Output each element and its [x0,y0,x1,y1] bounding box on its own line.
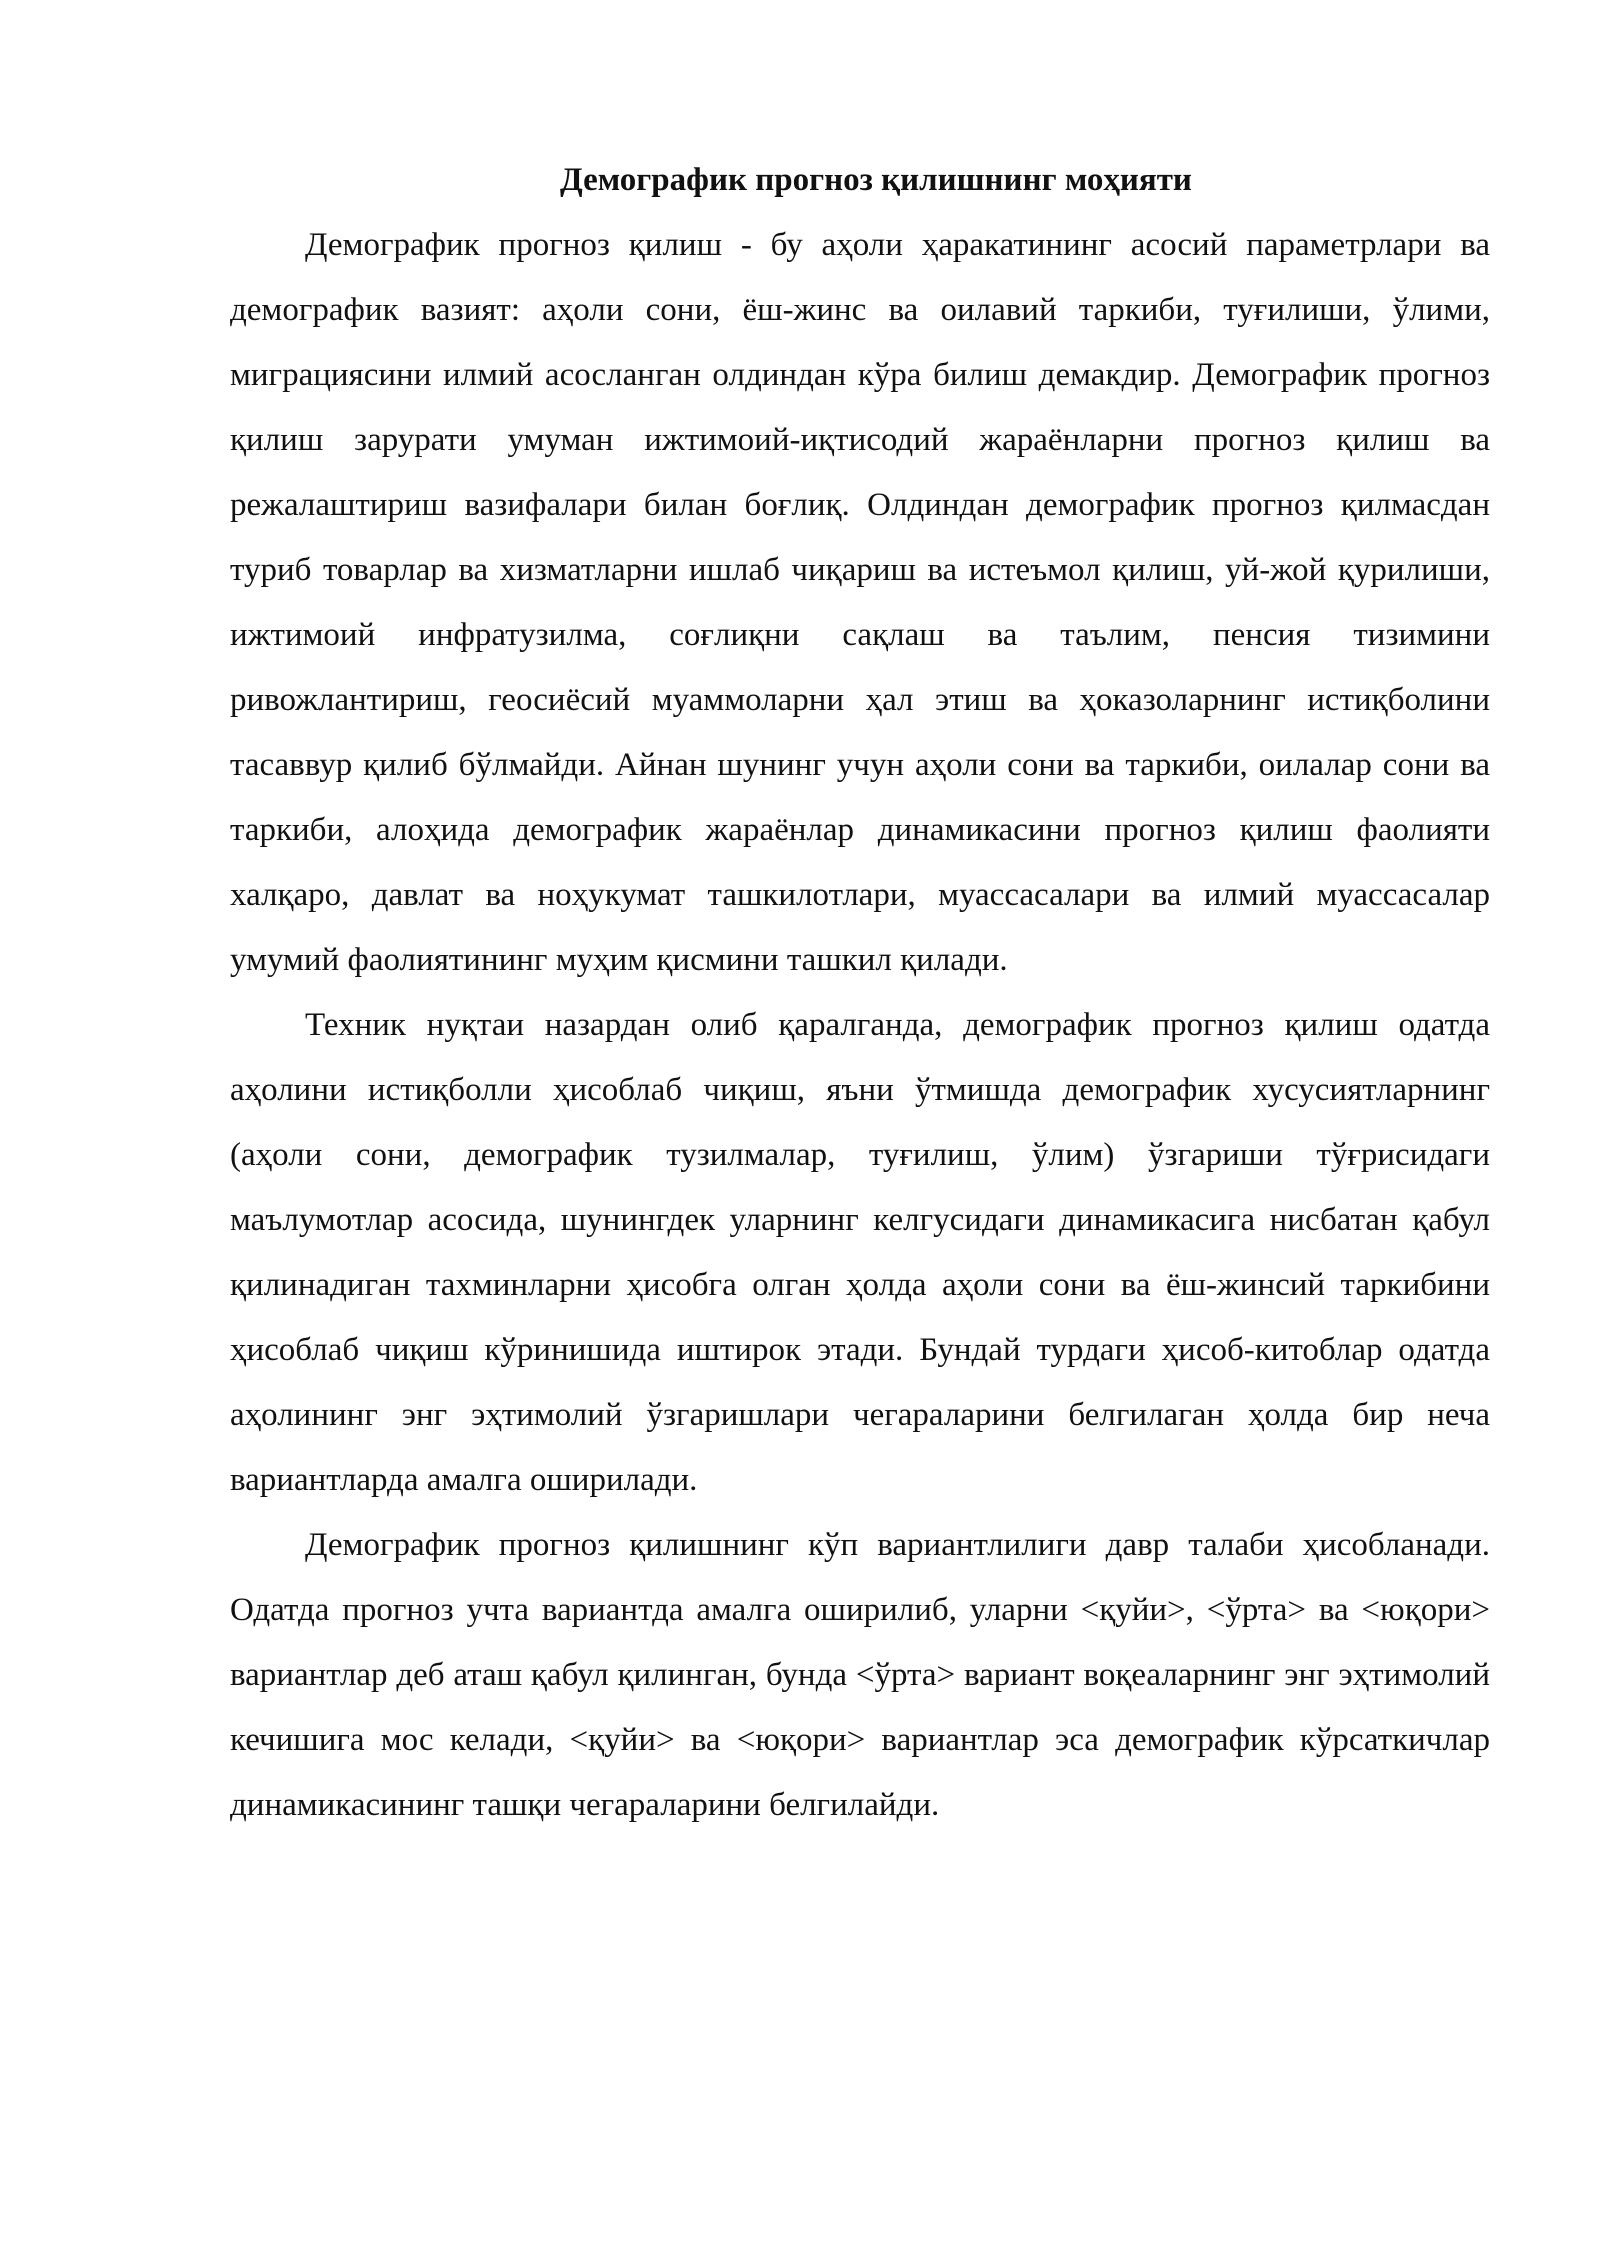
document-body [230,148,1490,1838]
paragraph-definition: Демографик прогноз қилиш - бу аҳоли ҳаракатининг асосий параметрлари ва демографик вазият: аҳоли сони, ёш-жинс ва оилавий таркиби, туғилиши, ўлими, миграциясини илмий асосланган олдиндан кўра билиш демакдир. Демографик прогноз қилиш зарурати умуман ижтимоий-иқтисодий жараёнларни прогноз қилиш ва режалаштириш вазифалари билан боғлиқ. Олдиндан демографик прогноз қилмасдан туриб товарлар ва хизматларни ишлаб чиқариш ва истеъмол қилиш, уй-жой қурилиши, ижтимоий инфратузилма, соғлиқни сақлаш ва таълим, пенсия тизимини ривожлантириш, геосиёсий муаммоларни ҳал этиш ва ҳоказоларнинг истиқболини тасаввур қилиб бўлмайди. Айнан шунинг учун аҳоли сони ва таркиби, оилалар сони ва таркиби, алоҳида демографик жараёнлар динамикасини прогноз қилиш фаолияти халқаро, давлат ва ноҳукумат ташкилотлари, муассасалари ва илмий муассасалар умумий фаолиятининг муҳим қисмини ташкил қилади. [230,227,1490,978]
paragraph-technical-view: Техник нуқтаи назардан олиб қаралганда, демографик прогноз қилиш одатда аҳолини истиқболли ҳисоблаб чиқиш, яъни ўтмишда демографик хусусиятларнинг (аҳоли сони, демографик тузилмалар, туғилиш, ўлим) ўзгариши тўғрисидаги маълумотлар асосида, шунингдек уларнинг келгусидаги динамикасига нисбатан қабул қилинадиган тахминларни ҳисобга олган ҳолда аҳоли сони ва ёш-жинсий таркибини ҳисоблаб чиқиш кўринишида иштирок этади. Бундай турдаги ҳисоб-китоблар одатда аҳолининг энг эҳтимолий ўзгаришлари чегараларини белгилаган ҳолда бир неча вариантларда амалга оширилади. [230,1007,1490,1498]
paragraph-variants: Демографик прогноз қилишнинг кўп вариантлилиги давр талаби ҳисобланади. Одатда прогноз учта вариантда амалга оширилиб, уларни <қуйи>, <ўрта> ва <юқори> вариантлар деб аташ қабул қилинган, бунда <ўрта> вариант воқеаларнинг энг эҳтимолий кечишига мос келади, <қуйи> ва <юқори> вариантлар эса демографик кўрсаткичлар динамикасининг ташқи чегараларини белгилайди. [230,1527,1490,1823]
document-title: Демографик прогноз қилишнинг моҳияти [560,162,1192,198]
